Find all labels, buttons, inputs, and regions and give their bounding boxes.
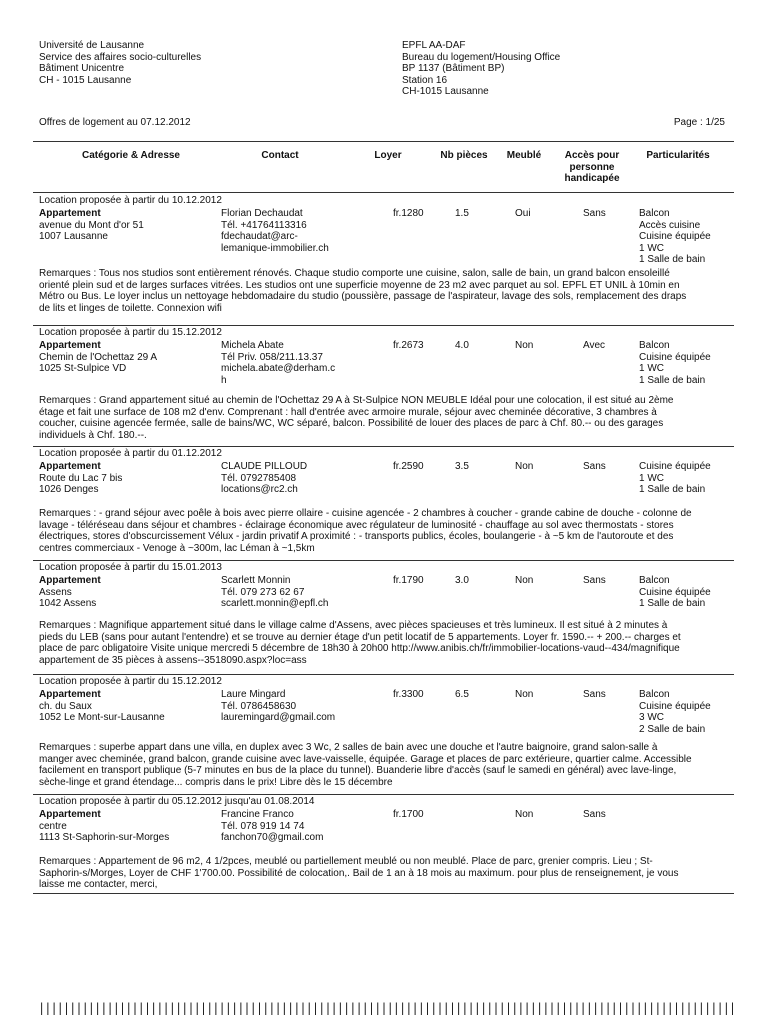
listing-contact-line: Laure Mingard	[221, 689, 286, 700]
listing-particularites	[639, 575, 711, 610]
listing-contact	[221, 809, 323, 844]
listing-contact-line: fdechaudat@arc-	[221, 231, 298, 242]
listing-contact-line: locations@rc2.ch	[221, 484, 298, 495]
listing-acces: Sans	[583, 809, 606, 820]
listing-pieces: 3.5	[455, 461, 469, 472]
header-left-line: Service des affaires socio-culturelles	[39, 51, 202, 63]
listing-address-line: 1026 Denges	[39, 484, 99, 495]
listing-pieces: 1.5	[455, 208, 469, 219]
col-loyer: Loyer	[374, 150, 402, 161]
listing-particularite: Cuisine équipée	[639, 700, 711, 712]
listing	[33, 560, 734, 674]
listing-remarques	[39, 620, 729, 666]
listing-particularites	[639, 461, 711, 496]
listing-address-line: Chemin de l'Ochettaz 29 A	[39, 351, 158, 363]
listing-remarques	[39, 395, 729, 441]
listing-address-line: Route du Lac 7 bis	[39, 472, 123, 484]
listing-category: Appartement	[39, 689, 101, 700]
listing-address-block	[39, 340, 157, 375]
listing-particularite: 1 Salle de bain	[639, 598, 706, 609]
col-acces	[556, 150, 628, 185]
listing-address-line: centre	[39, 820, 67, 832]
listing-remarque-line: pieds du LEB (sans pour autant l'entendre) et se trouve au dernier étage d'un petit locatif de 5 appartements. Loyer fr. 1590.-- + 200.-- charges et	[39, 631, 681, 643]
listing-meuble: Non	[515, 461, 534, 472]
listing-remarque-line: individuels à Chf. 180.--.	[39, 429, 147, 441]
listing-particularite: Balcon	[639, 340, 670, 351]
listing-address-line: 1113 St-Saphorin-sur-Morges	[39, 832, 170, 843]
listing-particularite: 1 WC	[639, 472, 664, 484]
document-title: Offres de logement au 07.12.2012	[39, 117, 191, 128]
listing-address-line: 1042 Assens	[39, 598, 97, 609]
header-right-line: CH-1015 Lausanne	[402, 86, 489, 97]
listing-address-line: 1007 Lausanne	[39, 231, 108, 242]
listing-remarques	[39, 856, 729, 891]
listing-particularite: Balcon	[639, 208, 670, 219]
listing-location: Location proposée à partir du 10.12.2012	[39, 195, 222, 206]
listing-acces: Sans	[583, 461, 606, 472]
listing-address-block	[39, 461, 122, 496]
listing-remarque-line: lavage - téléréseau dans séjour et chambres - éclairage économique avec régulateur de luminosité - chauffage au sol avec thermostats - stores	[39, 519, 674, 531]
listing-remarque-line: coucher, cuisine agencée fermée, salle de bains/WC, WC séparé, balcon. Possibilité de louer des places de parc à Chf. 80.-- ou des garages	[39, 418, 664, 429]
listing-remarque-line: appartement de 35 pièces à assens--3518090.aspx?loc=ass	[39, 654, 307, 666]
listing-contact-line: Scarlett Monnin	[221, 575, 291, 586]
listing-contact-line: Florian Dechaudat	[221, 208, 303, 219]
listing-address-line: avenue du Mont d'or 51	[39, 219, 144, 231]
listing-remarque-line: sèche-linge et grand étendage... compris dans le prix! Libre dès le 15 décembre	[39, 776, 393, 788]
listing	[33, 325, 734, 446]
listing-meuble: Non	[515, 689, 534, 700]
listing-category: Appartement	[39, 461, 101, 472]
barcode: ||||||||||||||||||||||||||||||||||||||||||||||||||||||||||||||||||||||||||||||||||||||||||||||||||||||||||||||||	[38, 1001, 736, 1015]
listing-remarque-line: centres commerciaux - Venoge à ~300m, lac Léman à ~1,5km	[39, 542, 315, 554]
listing-address-block	[39, 575, 101, 610]
listing-loyer: fr.2590	[393, 461, 424, 472]
listing-acces: Sans	[583, 575, 606, 586]
listing-category: Appartement	[39, 208, 101, 219]
listing-remarque-line: laisse me contacter, merci,	[39, 879, 158, 890]
col-acces-line: personne	[569, 161, 615, 173]
header-right-line: BP 1137 (Bâtiment BP)	[402, 63, 505, 74]
col-particularites: Particularités	[646, 150, 710, 161]
listing	[33, 193, 734, 325]
listing-contact-line: h	[221, 374, 227, 386]
listing-particularites	[639, 689, 711, 735]
listing-remarques	[39, 268, 729, 314]
listing-contact-line: scarlett.monnin@epfl.ch	[221, 598, 329, 609]
listing-pieces: 4.0	[455, 340, 469, 351]
listing-contact-line: CLAUDE PILLOUD	[221, 461, 308, 472]
listing-address-line: 1052 Le Mont-sur-Lausanne	[39, 712, 165, 723]
listing-location: Location proposée à partir du 15.12.2012	[39, 327, 222, 338]
listing-particularite: 1 Salle de bain	[639, 254, 706, 265]
listing-contact-line: lemanique-immobilier.ch	[221, 242, 329, 254]
listing-contact	[221, 208, 329, 254]
listing-particularite: 1 Salle de bain	[639, 374, 706, 386]
listing-contact	[221, 340, 335, 386]
listing-location: Location proposée à partir du 05.12.2012 jusqu'au 01.08.2014	[39, 796, 315, 807]
listing-remarque-line: Remarques : Grand appartement situé au chemin de l'Ochettaz 29 A à St-Sulpice NON MEUBLE Idéal pour une colocation, il est situé au 2ème	[39, 395, 674, 406]
listing-particularite: Cuisine équipée	[639, 461, 711, 472]
listing-remarque-line: Remarques : - grand séjour avec poêle à bois avec pierre ollaire - cuisine agencée - 2 chambres à coucher - grande cabine de douche - colonne de	[39, 508, 692, 519]
listing-meuble: Non	[515, 340, 534, 351]
listing-category: Appartement	[39, 340, 101, 351]
listing-particularites	[639, 340, 711, 386]
header-left	[39, 40, 201, 86]
listing-remarques	[39, 742, 729, 788]
listing-contact-line: Tél. 0786458630	[221, 700, 297, 712]
listing-contact-line: Tél. 078 919 14 74	[221, 820, 305, 832]
listing-address-block	[39, 809, 169, 844]
listing-loyer: fr.1700	[393, 809, 424, 820]
listing-particularite: 1 Salle de bain	[639, 484, 706, 495]
listing-remarque-line: Remarques : Tous nos studios sont entièrement rénovés. Chaque studio comporte une cuisine, salon, salle de bain, un grand balcon ensoleillé	[39, 268, 670, 279]
listing-remarques	[39, 508, 729, 554]
listing-particularite: Cuisine équipée	[639, 231, 711, 242]
listing-address-line: Assens	[39, 586, 72, 598]
listing-contact-line: Francine Franco	[221, 809, 294, 820]
listing-category: Appartement	[39, 575, 101, 586]
page-number: Page : 1/25	[673, 117, 725, 128]
listing-particularite: 2 Salle de bain	[639, 723, 706, 735]
listing-contact-line: Tél. +41764113316	[221, 219, 307, 231]
listing-category: Appartement	[39, 809, 101, 820]
divider	[33, 893, 734, 894]
header-right	[402, 40, 560, 98]
listing-loyer: fr.1790	[393, 575, 424, 586]
listing-contact-line: Tél Priv. 058/211.13.37	[221, 351, 323, 363]
listing-contact-line: Tél. 0792785408	[221, 472, 297, 484]
listing-contact-line: fanchon70@gmail.com	[221, 832, 324, 843]
listing-particularite: 1 WC	[639, 242, 664, 254]
listing-acces: Sans	[583, 208, 606, 219]
listing-address-block	[39, 689, 165, 724]
header-right-line: Station 16	[402, 74, 448, 86]
listing	[33, 674, 734, 794]
listing-remarque-line: Remarques : Appartement de 96 m2, 4 1/2pces, meublé ou partiellement meublé ou non meublé. Place de parc, grenier compris. Lieu ; St-	[39, 856, 653, 867]
listing-meuble: Non	[515, 809, 534, 820]
listing-particularite: 3 WC	[639, 712, 664, 723]
listing-loyer: fr.1280	[393, 208, 424, 219]
listing-particularite: Balcon	[639, 575, 670, 586]
listing-remarque-line: Métro ou Bus. Le loyer inclus un nettoyage hebdomadaire du studio (poussière, passage de l'aspirateur, lavage des sols, remplacement des draps	[39, 291, 687, 302]
listing-remarque-line: manger avec cheminée, grand balcon, grande cuisine avec lave-vaisselle, équipée. Garage et places de parc extérieure, quartier calme. Accessible	[39, 753, 692, 765]
listing-remarque-line: place de parc obligatoire Visite unique mercredi 5 décembre de 18h30 à 20h00 http://www.anibis.ch/fr/immobilier-locations-vaud--434/magnifique	[39, 643, 680, 654]
col-acces-line: Accès pour	[564, 150, 620, 161]
listing-acces: Avec	[583, 340, 606, 351]
listing-particularite: Balcon	[639, 689, 670, 700]
listing-loyer: fr.3300	[393, 689, 424, 700]
col-meuble: Meublé	[506, 150, 542, 161]
listing-location: Location proposée à partir du 15.01.2013	[39, 562, 222, 573]
listing-particularite: Accès cuisine	[639, 219, 701, 231]
listing-contact-line: lauremingard@gmail.com	[221, 712, 336, 723]
listing-location: Location proposée à partir du 15.12.2012	[39, 676, 222, 687]
listing-particularites	[639, 208, 711, 266]
listing-remarque-line: étage et fait une surface de 108 m2 d'env. Comprenant : hall d'entrée avec armoire murale, séjour avec cheminée décorative, 3 chambres à	[39, 406, 657, 418]
listing-remarque-line: facilement en transport publique (5-7 minutes en bus de la place du tunnel). Buanderie libre d'accès (sauf le samedi en général) avec lave-linge,	[39, 765, 677, 776]
header-left-line: Université de Lausanne	[39, 40, 145, 51]
listing-remarque-line: Saphorin-s/Morges, Loyer de CHF 1'700.00. Possibilité de colocation,. Bail de 1 an à 18 mois au maximum. pour plus de renseignement, je vous	[39, 867, 679, 879]
listing-remarque-line: électriques, stores d'obscurcissement Vélux - jardin privatif A proximité : - transports publics, écoles, boulangerie - à ~5 km de l'autoroute et des	[39, 531, 674, 542]
listing-contact-line: Tél. 079 273 62 67	[221, 586, 305, 598]
header-left-line: Bâtiment Unicentre	[39, 63, 125, 74]
col-acces-line: handicapée	[564, 173, 620, 184]
listing-loyer: fr.2673	[393, 340, 424, 351]
listing-contact-line: michela.abate@derham.c	[221, 363, 336, 374]
divider	[33, 141, 734, 142]
listing-address-block	[39, 208, 144, 243]
header-left-line: CH - 1015 Lausanne	[39, 74, 132, 86]
listing-contact	[221, 575, 328, 610]
listing-particularite: 1 WC	[639, 363, 664, 374]
col-nb-pieces: Nb pièces	[440, 150, 488, 161]
listing	[33, 794, 734, 893]
col-categorie: Catégorie & Adresse	[82, 150, 180, 161]
listing-meuble: Non	[515, 575, 534, 586]
listing-remarque-line: Remarques : superbe appart dans une villa, en duplex avec 3 Wc, 2 salles de bain avec une douche et l'autre baignoire, grand salon-salle à	[39, 742, 658, 753]
listing	[33, 446, 734, 560]
listing-particularite: Cuisine équipée	[639, 351, 711, 363]
col-contact: Contact	[261, 150, 299, 161]
listing-particularite: Cuisine équipée	[639, 586, 711, 598]
listing-acces: Sans	[583, 689, 606, 700]
listing-remarque-line: Remarques : Magnifique appartement situé dans le village calme d'Assens, avec pièces spacieuses et très lumineux. Il est situé à 2 minutes à	[39, 620, 668, 631]
listing-contact	[221, 689, 335, 724]
listing-contact	[221, 461, 307, 496]
listing-address-line: ch. du Saux	[39, 700, 92, 712]
listing-contact-line: Michela Abate	[221, 340, 284, 351]
listing-remarque-line: de lits et linges de toilette. Connexion wifi	[39, 302, 222, 314]
listing-pieces: 6.5	[455, 689, 469, 700]
header-right-line: Bureau du logement/Housing Office	[402, 51, 561, 63]
listing-pieces: 3.0	[455, 575, 469, 586]
header-right-line: EPFL AA-DAF	[402, 40, 466, 51]
listing-remarque-line: orienté plein sud et de larges surfaces vitrées. Les studios ont une superficie moyenne de 23 m2 avec parquet au sol. EPFL ET UNIL à 10min en	[39, 279, 680, 291]
listing-location: Location proposée à partir du 01.12.2012	[39, 448, 222, 459]
listing-meuble: Oui	[515, 208, 531, 219]
listing-address-line: 1025 St-Sulpice VD	[39, 363, 127, 374]
